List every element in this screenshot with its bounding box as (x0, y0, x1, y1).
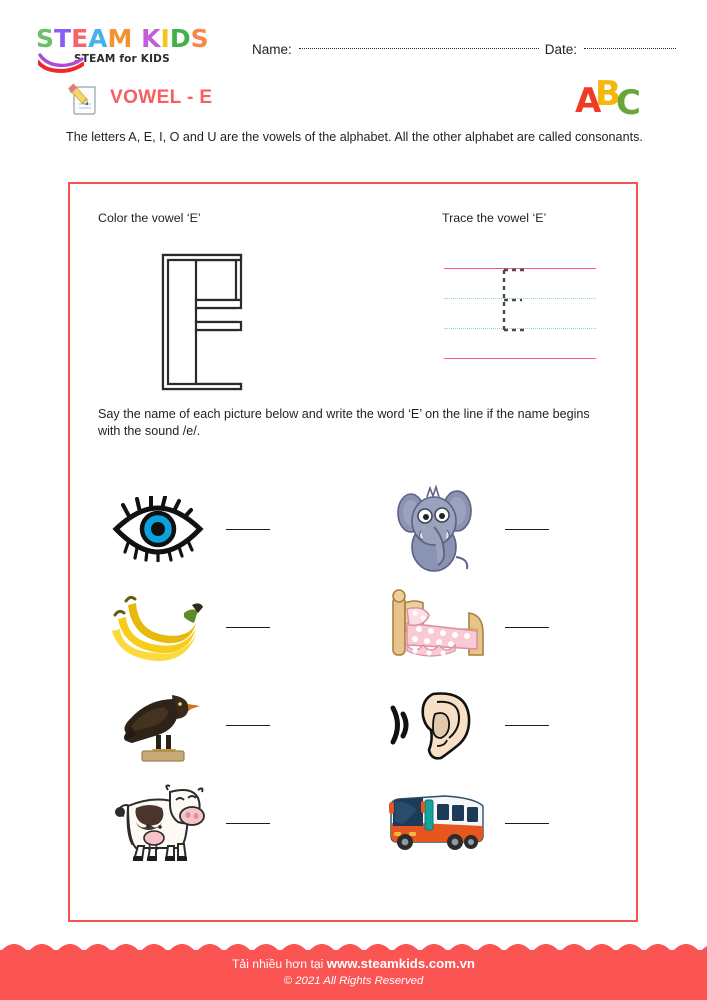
answer-line[interactable] (226, 823, 270, 824)
bus-icon (383, 778, 491, 868)
answer-line[interactable] (505, 823, 549, 824)
trace-area[interactable] (444, 264, 596, 374)
worksheet-frame (68, 182, 638, 922)
picture-item-elephant (355, 480, 640, 578)
intro-paragraph: The letters A, E, I, O and U are the vowels of the alphabet. All the other alphabet are called consonants. (66, 130, 643, 144)
picture-grid (70, 480, 640, 872)
answer-line[interactable] (226, 529, 270, 530)
picture-instruction: Say the name of each picture below and write the word ‘E’ on the line if the name begins with the sound /e/. (98, 407, 590, 438)
name-input-line[interactable] (299, 47, 539, 49)
logo-letter-2: E (71, 24, 89, 53)
picture-item-bus (355, 774, 640, 872)
elephant-icon (383, 484, 491, 574)
picture-row (70, 676, 640, 774)
logo-letter-6: K (141, 24, 161, 53)
answer-line[interactable] (505, 627, 549, 628)
trace-vowel-heading: Trace the vowel ‘E’ (442, 211, 547, 225)
trace-letter-e-dashed[interactable] (502, 268, 532, 332)
footer-prefix: Tải nhiều hơn tại (231, 957, 327, 971)
eagle-icon (104, 680, 212, 770)
page-header (0, 0, 707, 76)
logo-letter-5 (132, 26, 141, 52)
footer-site-line (0, 956, 707, 971)
answer-line[interactable] (505, 725, 549, 726)
picture-row (70, 480, 640, 578)
picture-row (70, 578, 640, 676)
footer-website[interactable]: www.steamkids.com.vn (326, 956, 475, 971)
eye-icon (104, 484, 212, 574)
picture-item-bed (355, 578, 640, 676)
logo-letter-4: M (107, 24, 133, 53)
picture-item-eagle (70, 676, 355, 774)
picture-item-eye (70, 480, 355, 578)
page-title: VOWEL - E (110, 87, 213, 108)
answer-line[interactable] (226, 725, 270, 726)
logo-letter-3: A (88, 24, 108, 53)
svg-text:A: A (575, 81, 602, 118)
page-footer (0, 938, 707, 1000)
name-label: Name: (252, 41, 292, 57)
color-vowel-heading: Color the vowel ‘E’ (98, 211, 201, 225)
bed-icon (383, 582, 491, 672)
pencil-paper-icon (64, 78, 100, 116)
svg-text:C: C (616, 83, 641, 118)
logo-wordmark (36, 26, 226, 52)
picture-item-cow (70, 774, 355, 872)
picture-row (70, 774, 640, 872)
color-vowel-letter-e[interactable] (160, 252, 244, 392)
picture-item-banana (70, 578, 355, 676)
logo-letter-9: S (190, 24, 209, 53)
svg-text:B: B (595, 74, 621, 114)
picture-item-ear (355, 676, 640, 774)
date-label: Date: (544, 41, 577, 57)
logo-letter-7: I (160, 24, 170, 53)
answer-line[interactable] (505, 529, 549, 530)
cow-icon (104, 778, 212, 868)
logo-letter-0: S (36, 24, 55, 53)
banana-icon (104, 582, 212, 672)
name-date-row (252, 36, 682, 62)
logo-swoosh-icon (38, 51, 84, 73)
date-input-line[interactable] (584, 47, 676, 49)
abc-blocks-icon (574, 72, 644, 118)
logo-letter-8: D (169, 24, 191, 53)
footer-copyright: © 2021 All Rights Reserved (283, 975, 424, 987)
trace-line-bottom-solid (444, 358, 596, 359)
ear-icon (383, 680, 491, 770)
steam-kids-logo (36, 26, 226, 65)
logo-letter-1: T (54, 24, 72, 53)
answer-line[interactable] (226, 627, 270, 628)
logo-tagline: STEAM for KIDS (74, 53, 170, 65)
